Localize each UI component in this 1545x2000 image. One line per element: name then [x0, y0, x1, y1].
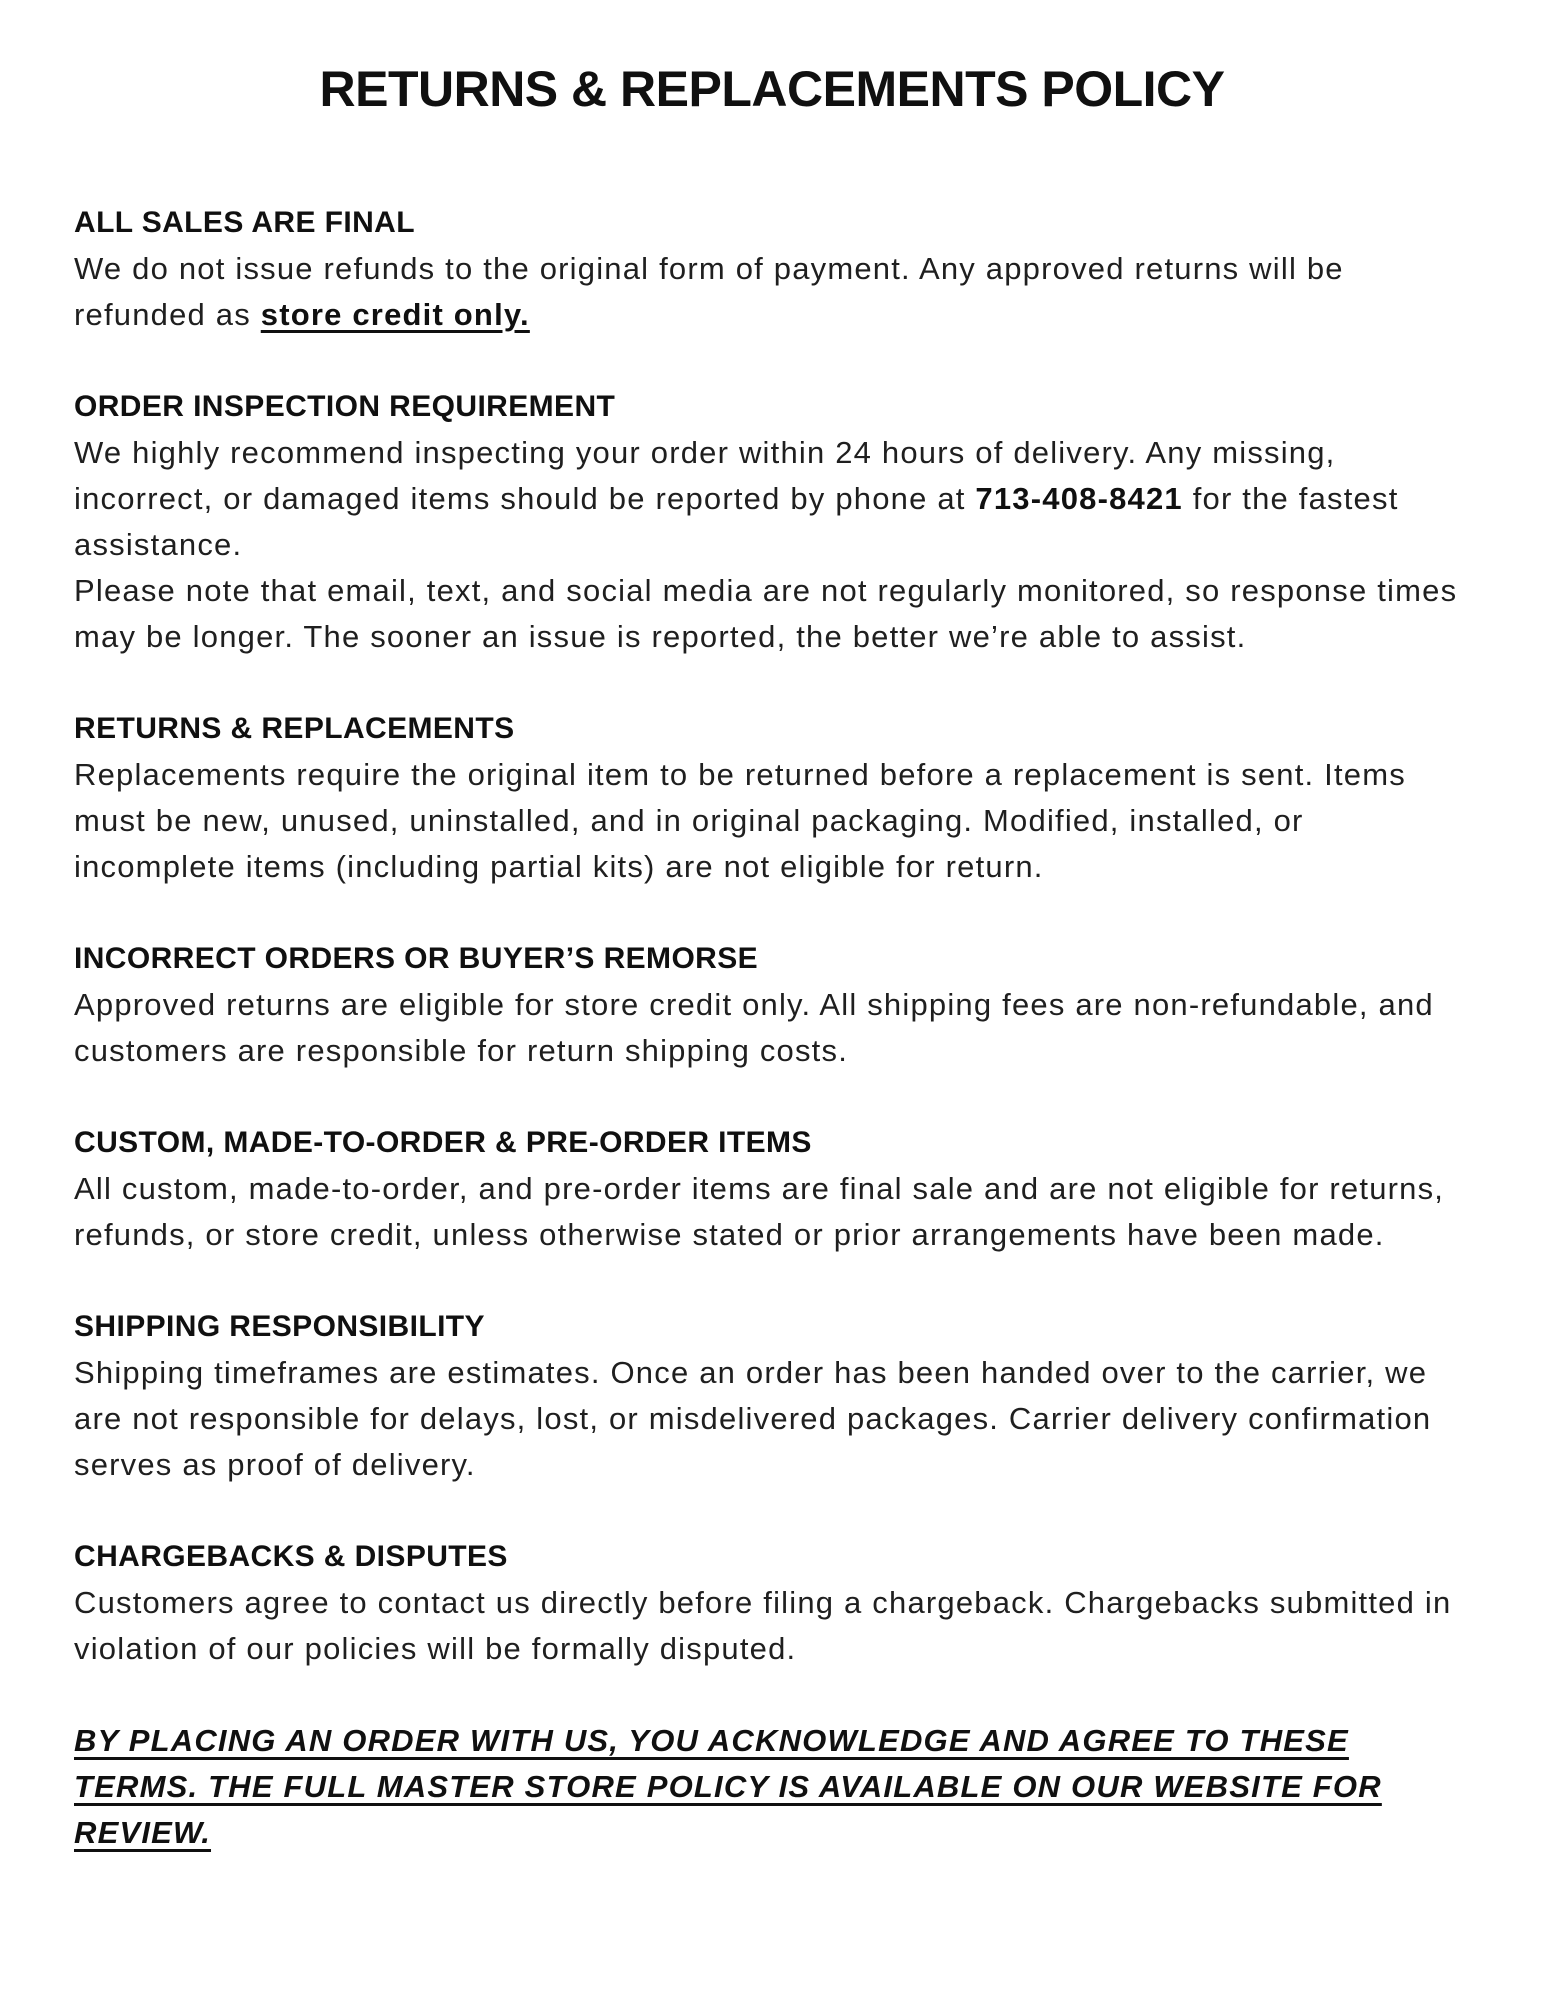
- section-paragraph: Customers agree to contact us directly before filing a chargeback. Chargebacks submitted in violation of our policies will be formally disputed.: [74, 1585, 1452, 1666]
- section-order-inspection-requirement: [74, 384, 1470, 660]
- section-returns-and-replacements: [74, 706, 1470, 890]
- section-shipping-responsibility: [74, 1304, 1470, 1488]
- section-paragraph: [74, 430, 1470, 568]
- text-segment: We highly recommend inspecting your order within 24 hours of delivery. Any missing, incorrect, or damaged items should be reported by phone at: [74, 435, 1336, 516]
- section-paragraph: All custom, made-to-order, and pre-order items are final sale and are not eligible for returns, refunds, or store credit, unless otherwise stated or prior arrangements have been made.: [74, 1171, 1445, 1252]
- section-heading: CUSTOM, MADE-TO-ORDER & PRE-ORDER ITEMS: [74, 1126, 812, 1159]
- section-paragraph: Approved returns are eligible for store credit only. All shipping fees are non-refundable, and customers are responsible for return shipping costs.: [74, 987, 1434, 1068]
- agreement-notice: BY PLACING AN ORDER WITH US, YOU ACKNOWLEDGE AND AGREE TO THESE TERMS. THE FULL MASTER STORE POLICY IS AVAILABLE ON OUR WEBSITE FOR REVIEW.: [74, 1723, 1382, 1850]
- section-heading: ORDER INSPECTION REQUIREMENT: [74, 390, 616, 423]
- section-heading: CHARGEBACKS & DISPUTES: [74, 1540, 508, 1573]
- text-segment: We do not issue refunds to the original form of payment. Any approved returns will be refunded as: [74, 251, 1344, 332]
- section-paragraph: Shipping timeframes are estimates. Once an order has been handed over to the carrier, we are not responsible for delays, lost, or misdelivered packages. Carrier delivery confirmation serves as proof of delivery.: [74, 1355, 1432, 1482]
- text-segment: for the fastest assistance.: [74, 481, 1399, 562]
- section-chargebacks-and-disputes: [74, 1534, 1470, 1672]
- phone-number: 713-408-8421: [975, 481, 1183, 516]
- section-heading: ALL SALES ARE FINAL: [74, 206, 415, 239]
- section-paragraph: [74, 246, 1470, 338]
- section-heading: INCORRECT ORDERS OR BUYER’S REMORSE: [74, 942, 759, 975]
- text-segment: Please note that email, text, and social media are not regularly monitored, so response times may be longer. The sooner an issue is reported, the better we’re able to assist.: [74, 573, 1458, 654]
- document-title: RETURNS & REPLACEMENTS POLICY: [319, 61, 1225, 117]
- section-custom-made-to-order-pre-order-items: [74, 1120, 1470, 1258]
- store-credit-only-emphasis: store credit only.: [260, 297, 530, 332]
- section-incorrect-orders-or-buyers-remorse: [74, 936, 1470, 1074]
- section-heading: RETURNS & REPLACEMENTS: [74, 712, 515, 745]
- section-heading: SHIPPING RESPONSIBILITY: [74, 1310, 485, 1343]
- section-all-sales-are-final: [74, 200, 1470, 338]
- section-paragraph: [74, 568, 1470, 660]
- section-paragraph: Replacements require the original item to be returned before a replacement is sent. Items must be new, unused, uninstalled, and in original packaging. Modified, installed, or incomplete items (including partial kits) are not eligible for return.: [74, 757, 1406, 884]
